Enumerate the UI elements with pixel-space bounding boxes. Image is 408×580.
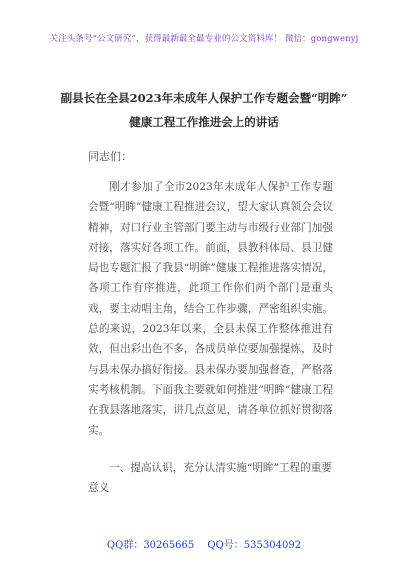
document-title-line-2: 健康工程工作推进会上的讲话	[129, 115, 279, 129]
body-paragraph: 刚才参加了全市2023年未成年人保护工作专题会暨“明眸”健康工程推进会议，望大家认真领会会议精神，对口行业主管部门要主动与市级行业部门加强对接，落实好各项工作。前面，县教科体局、县卫健局也专题汇报了我县“明眸”健康工程推进落实情况，各项工作有序推进，此项工作你们两个部门是重头戏，要主动唱主角，结合工作步骤，严密组织实施。总的来说，2023年以来，全县未保工作整体推进有效，但出彩出色不多，各成员单位要加强提炼，及时与县未保办搞好衔接。县未保办要加强督查，严格落实考核机制。下面我主要就如何推进“明眸”健康工程在我县落地落实，讲几点意见，请各单位抓好贯彻落实。	[88, 181, 333, 437]
section-heading: 一、提高认识，充分认清实施“明眸”工程的重要意义	[88, 462, 332, 494]
document-title-line-1: 副县长在全县2023年未成年人保护工作专题会暨“明眸”	[60, 91, 348, 105]
salutation: 同志们：	[88, 150, 132, 163]
footer-contact	[0, 536, 408, 551]
footer-qq-group: QQ群：30265665	[106, 540, 195, 551]
header-banner: 关注头条号“公文研究”，获得最新最全最专业的公文资料库！ 微信：gongwenyj	[49, 34, 359, 44]
footer-qq-number: QQ号：535304092	[207, 540, 302, 551]
